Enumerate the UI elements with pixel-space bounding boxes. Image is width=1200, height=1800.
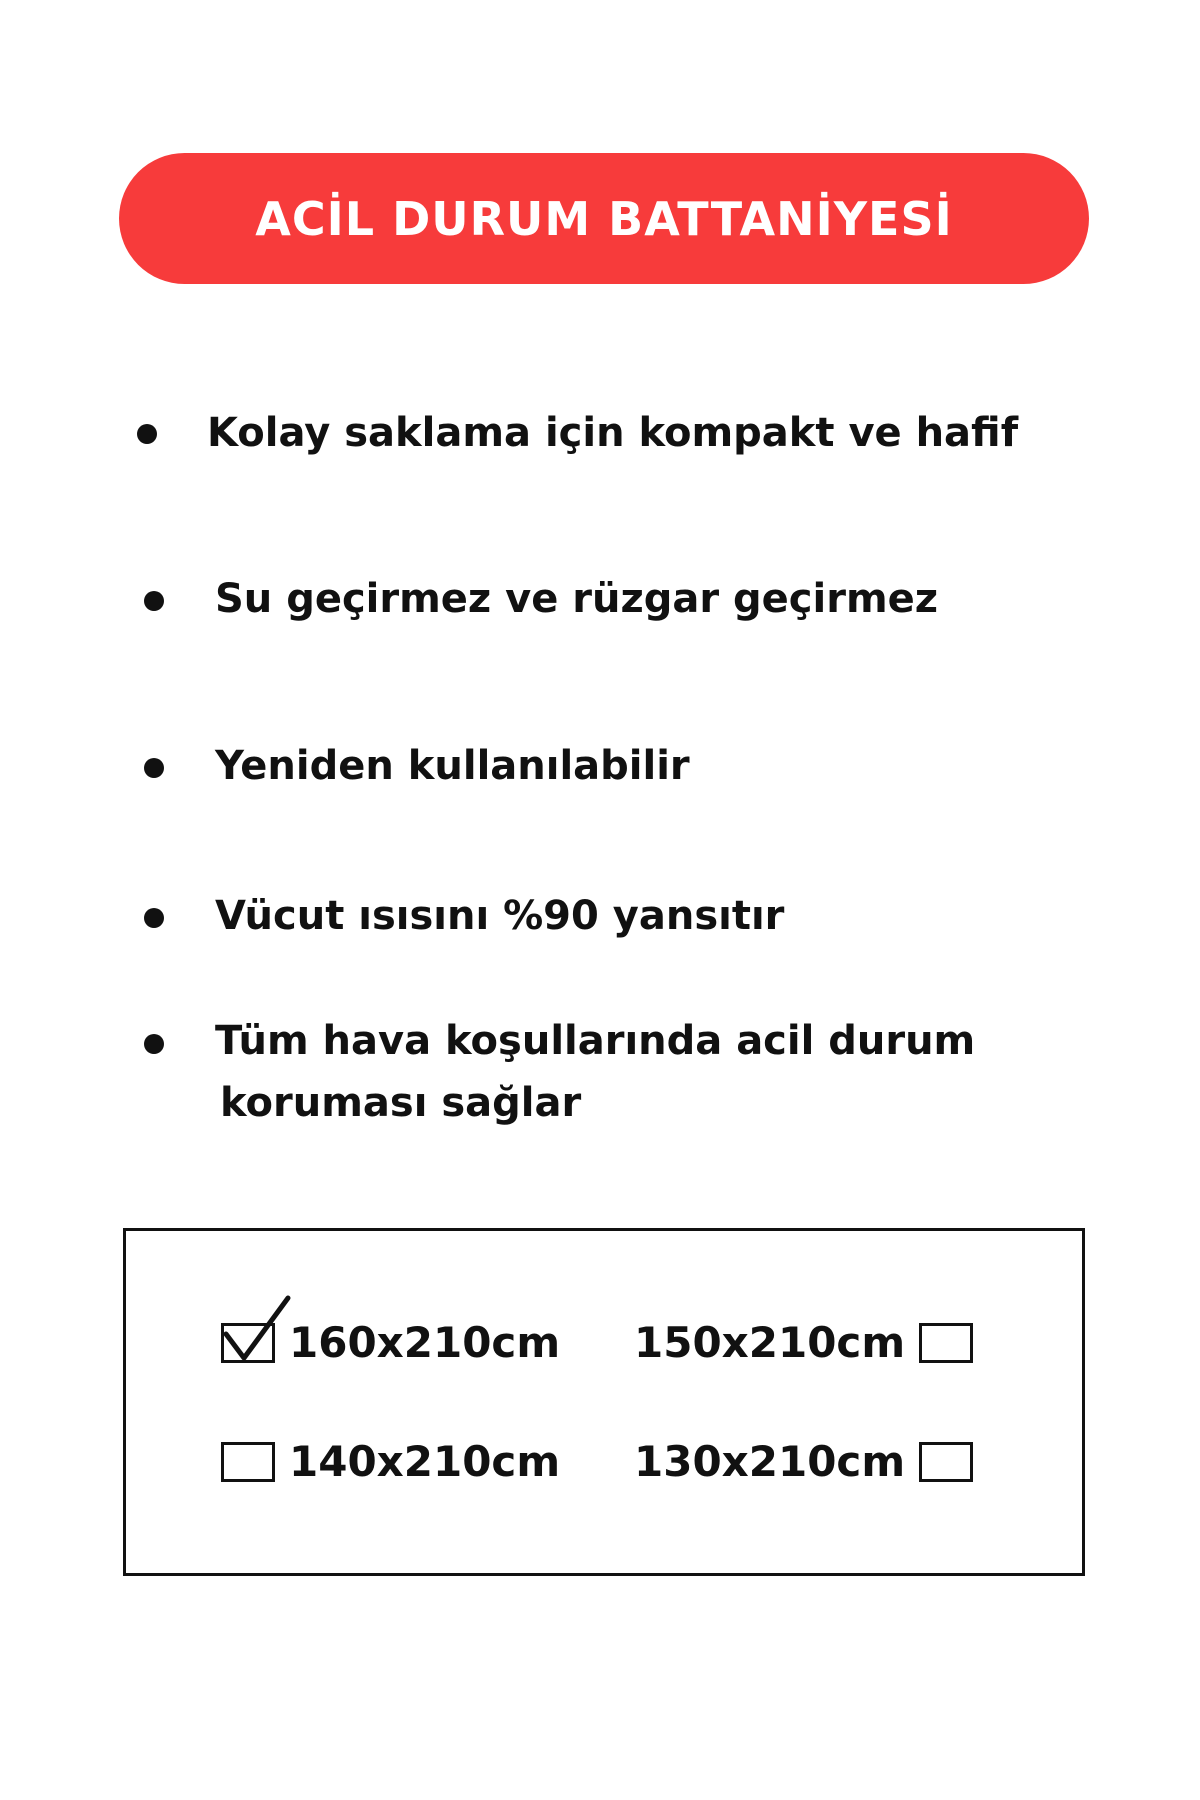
size-option[interactable] bbox=[221, 1437, 560, 1486]
checkbox[interactable] bbox=[919, 1323, 973, 1363]
banner-title: ACİL DURUM BATTANİYESİ bbox=[255, 191, 953, 246]
checkbox[interactable] bbox=[919, 1442, 973, 1482]
bullet-icon bbox=[144, 1034, 164, 1054]
size-label: 160x210cm bbox=[289, 1318, 561, 1367]
feature-item: Tüm hava koşullarında acil durum bbox=[215, 1018, 976, 1064]
bullet-icon bbox=[137, 424, 157, 444]
checkbox[interactable] bbox=[221, 1442, 275, 1482]
title-banner bbox=[119, 153, 1089, 284]
size-label: 130x210cm bbox=[634, 1437, 906, 1486]
size-label: 140x210cm bbox=[289, 1437, 561, 1486]
size-option[interactable] bbox=[221, 1318, 560, 1367]
size-label: 150x210cm bbox=[634, 1318, 906, 1367]
size-option[interactable] bbox=[634, 1318, 973, 1367]
feature-item-continuation: koruması sağlar bbox=[220, 1080, 582, 1126]
size-options-box bbox=[123, 1228, 1085, 1576]
feature-item: Yeniden kullanılabilir bbox=[215, 743, 690, 789]
checkbox[interactable] bbox=[221, 1323, 275, 1363]
bullet-icon bbox=[144, 908, 164, 928]
bullet-icon bbox=[144, 591, 164, 611]
feature-item: Kolay saklama için kompakt ve hafif bbox=[207, 410, 1019, 456]
feature-item: Vücut ısısını %90 yansıtır bbox=[215, 893, 785, 939]
bullet-icon bbox=[144, 758, 164, 778]
checkmark-icon bbox=[220, 1296, 292, 1368]
size-option[interactable] bbox=[634, 1437, 973, 1486]
feature-item: Su geçirmez ve rüzgar geçirmez bbox=[215, 576, 939, 622]
